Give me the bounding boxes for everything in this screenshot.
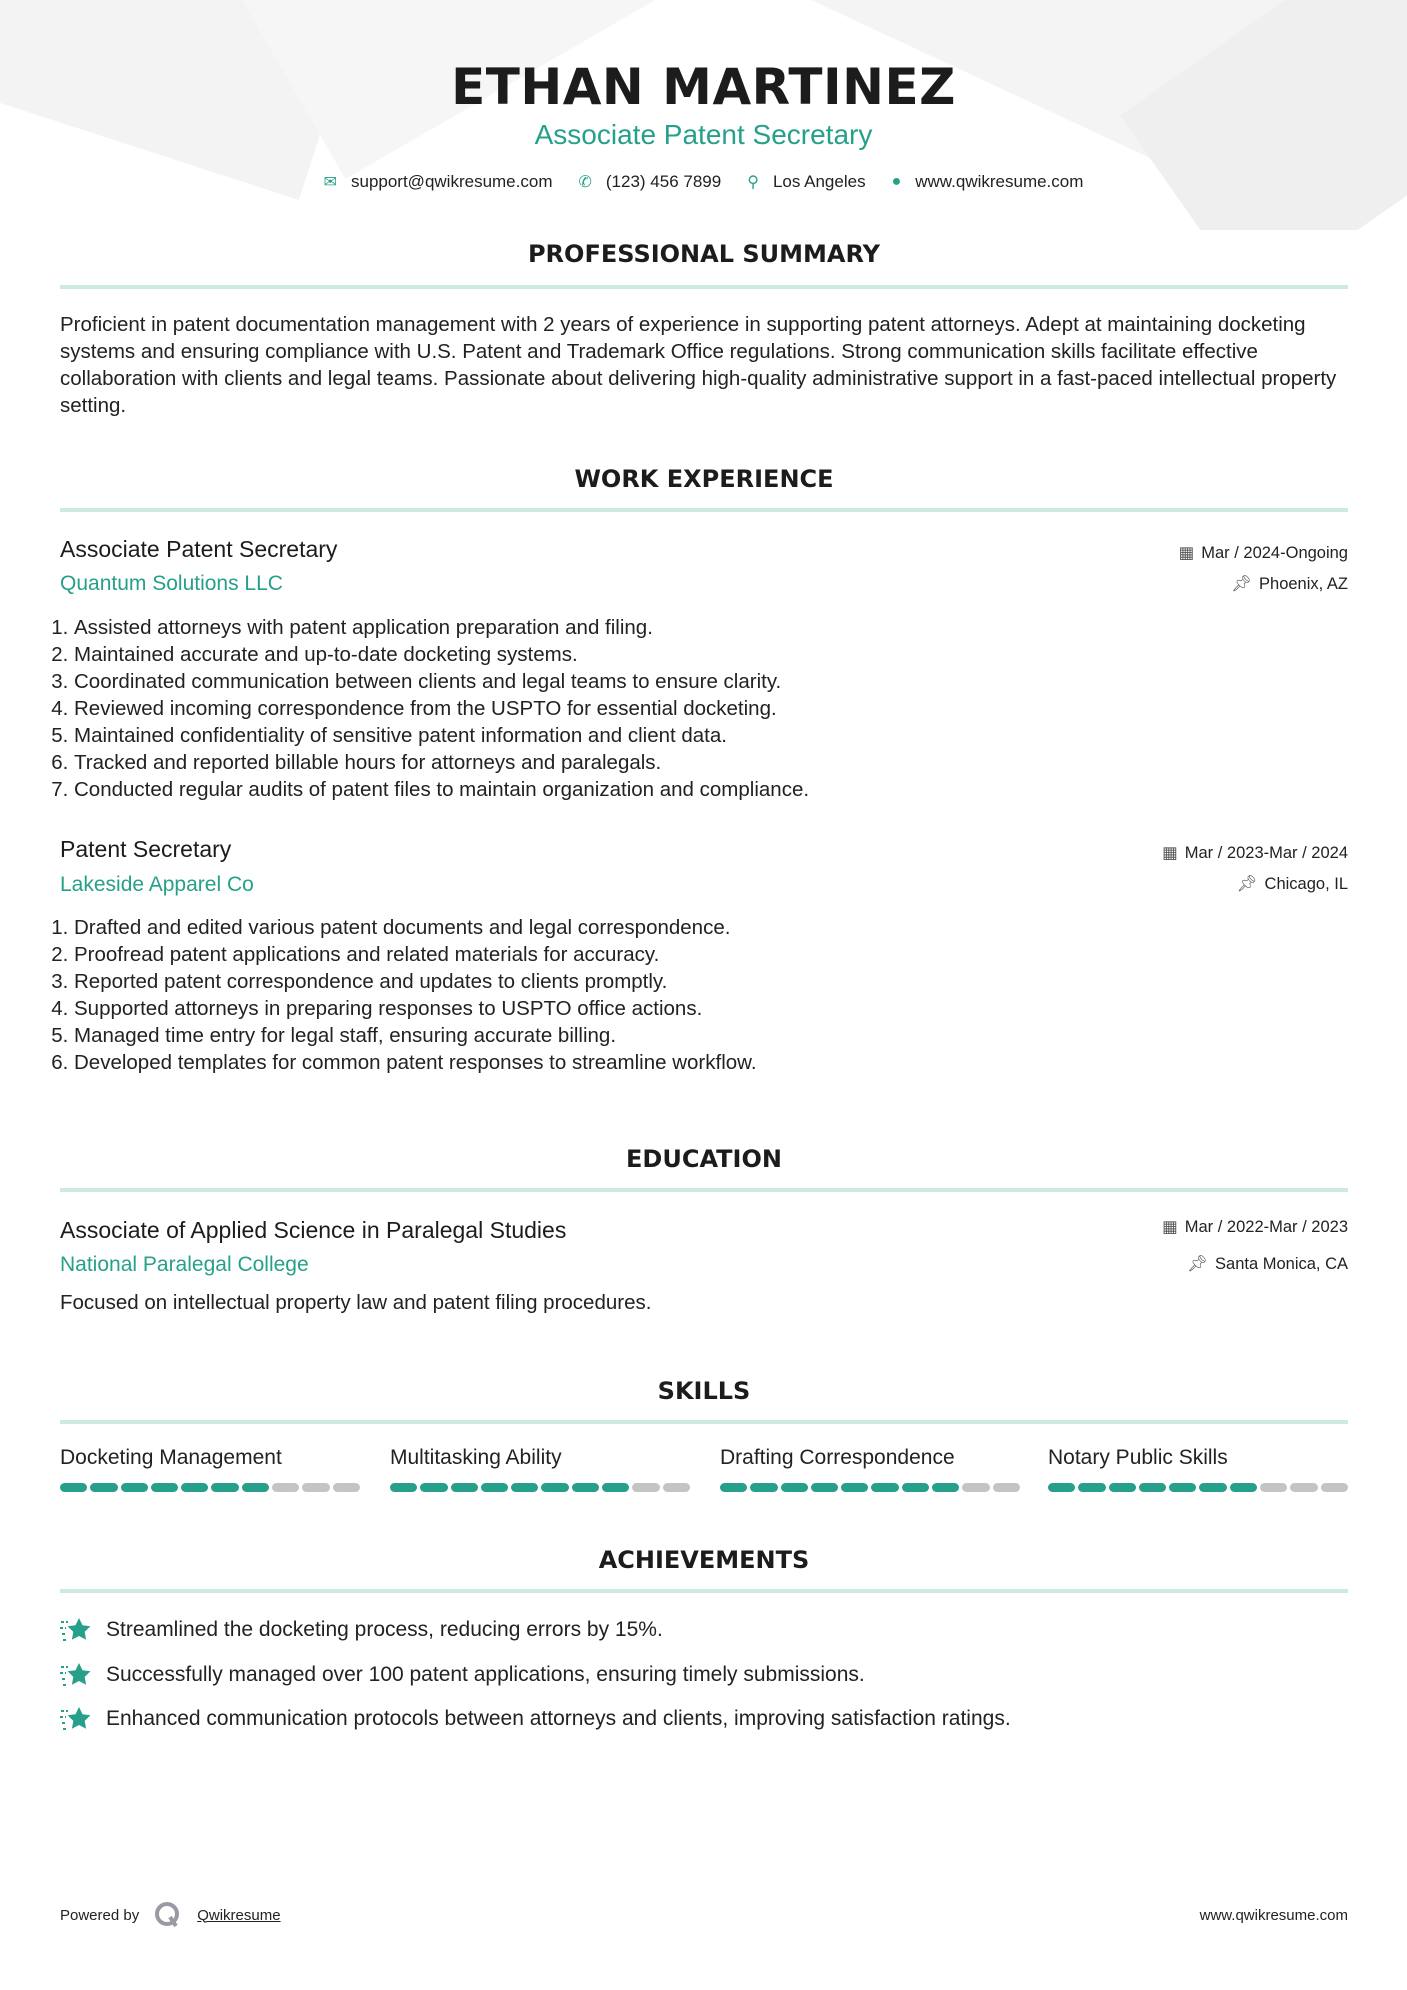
education-location [1187, 1255, 1348, 1274]
skill-segment-empty [333, 1483, 360, 1492]
star-icon [60, 1661, 92, 1689]
job-company: Quantum Solutions LLC [60, 572, 283, 595]
skill-segment-filled [750, 1483, 777, 1492]
skill-segment-filled [1109, 1483, 1136, 1492]
calendar-icon: ▦ [1178, 544, 1195, 562]
job-location-text: Phoenix, AZ [1259, 575, 1348, 593]
skill-segment-filled [151, 1483, 178, 1492]
skill-segment-filled [181, 1483, 208, 1492]
skill-segment-filled [242, 1483, 269, 1492]
skill-segment-filled [60, 1483, 87, 1492]
skills-heading: SKILLS [657, 1377, 751, 1405]
summary-heading: PROFESSIONAL SUMMARY [527, 240, 881, 268]
list-item: 2. Proofread patent applications and related materials for accuracy. [74, 941, 1274, 968]
education-heading: EDUCATION [626, 1145, 782, 1173]
brand-link[interactable]: Qwikresume [197, 1906, 281, 1924]
skill-segment-filled [90, 1483, 117, 1492]
candidate-title: Associate Patent Secretary [534, 119, 873, 150]
skill-item [390, 1446, 690, 1492]
achievement-item [60, 1705, 1011, 1733]
footer-powered [60, 1900, 281, 1930]
divider [60, 1188, 1348, 1192]
skill-level-bar [60, 1483, 360, 1492]
candidate-name: ETHAN MARTINEZ [451, 58, 956, 116]
skill-segment-filled [1199, 1483, 1226, 1492]
skill-segment-filled [811, 1483, 838, 1492]
skill-segment-empty [302, 1483, 329, 1492]
education-dates [1162, 1217, 1348, 1237]
skill-name: Docketing Management [60, 1446, 282, 1469]
skill-item [1048, 1446, 1348, 1492]
list-item: 3. Coordinated communication between clients and legal teams to ensure clarity. [74, 668, 1274, 695]
skill-segment-empty [1321, 1483, 1348, 1492]
globe-icon: ● [891, 173, 902, 190]
skill-segment-empty [1260, 1483, 1287, 1492]
footer-website[interactable]: www.qwikresume.com [1199, 1907, 1348, 1924]
skill-segment-filled [511, 1483, 538, 1492]
list-item: 2. Maintained accurate and up-to-date docketing systems. [74, 641, 1274, 668]
divider [60, 285, 1348, 289]
star-icon [60, 1616, 92, 1644]
job-dates [1179, 543, 1348, 563]
skill-segment-filled [1169, 1483, 1196, 1492]
pushpin-icon: 📌︎ [1236, 875, 1258, 893]
skill-segment-filled [1048, 1483, 1075, 1492]
skill-segment-filled [121, 1483, 148, 1492]
contact-location: Los Angeles [772, 172, 866, 191]
skill-segment-filled [211, 1483, 238, 1492]
job-location-text: Chicago, IL [1264, 875, 1348, 893]
skill-segment-empty [272, 1483, 299, 1492]
summary-text: Proficient in patent documentation management with 2 years of experience in supporting patent attorneys. Adept at maintaining docketing systems and ensuring compliance with U.S. Patent and Trademark Office regulations. Strong communication skills facilitate effective collaboration with clients and legal teams. Passionate about delivering high-quality administrative support in a fast-paced intellectual property setting. [60, 313, 1337, 417]
skill-name: Notary Public Skills [1048, 1446, 1228, 1469]
powered-by-label: Powered by [60, 1906, 140, 1924]
achievement-item [60, 1616, 663, 1644]
list-item: 7. Conducted regular audits of patent files to maintain organization and compliance. [74, 776, 1274, 803]
skill-segment-empty [993, 1483, 1020, 1492]
divider [60, 1420, 1348, 1424]
job-company: Lakeside Apparel Co [60, 873, 254, 896]
contact-bar [0, 172, 1407, 192]
school-name: National Paralegal College [60, 1253, 309, 1276]
experience-heading: WORK EXPERIENCE [574, 465, 834, 493]
job-location [1231, 575, 1348, 594]
calendar-icon: ▦ [1162, 1218, 1178, 1236]
divider [60, 1589, 1348, 1593]
list-item: 6. Developed templates for common patent responses to streamline workflow. [74, 1049, 1274, 1076]
job-dates [1162, 843, 1348, 863]
skill-level-bar [1048, 1483, 1348, 1492]
skill-segment-filled [541, 1483, 568, 1492]
skill-segment-filled [602, 1483, 629, 1492]
skill-segment-filled [390, 1483, 417, 1492]
divider [60, 508, 1348, 512]
calendar-icon: ▦ [1162, 844, 1178, 862]
skill-item [60, 1446, 360, 1492]
job-dates-text: Mar / 2023-Mar / 2024 [1184, 844, 1348, 862]
education-location-text: Santa Monica, CA [1215, 1255, 1348, 1273]
skill-item [720, 1446, 1020, 1492]
skill-segment-filled [871, 1483, 898, 1492]
skill-segment-filled [932, 1483, 959, 1492]
skill-segment-filled [720, 1483, 747, 1492]
skill-level-bar [720, 1483, 1020, 1492]
list-item: 6. Tracked and reported billable hours for attorneys and paralegals. [74, 749, 1274, 776]
skill-segment-filled [841, 1483, 868, 1492]
skill-segment-filled [481, 1483, 508, 1492]
education-dates-text: Mar / 2022-Mar / 2023 [1184, 1218, 1348, 1236]
phone-icon: ✆ [578, 174, 592, 191]
skill-name: Multitasking Ability [390, 1446, 562, 1469]
skill-segment-filled [451, 1483, 478, 1492]
list-item: 5. Maintained confidentiality of sensitive patent information and client data. [74, 722, 1274, 749]
qwikresume-logo-icon [153, 1900, 183, 1930]
degree-title: Associate of Applied Science in Paralegal Studies [60, 1217, 567, 1243]
pushpin-icon: 📌︎ [1231, 575, 1253, 593]
education-description: Focused on intellectual property law and patent filing procedures. [60, 1291, 652, 1314]
skill-segment-filled [420, 1483, 447, 1492]
skill-segment-empty [663, 1483, 690, 1492]
skill-level-bar [390, 1483, 690, 1492]
contact-phone: (123) 456 7899 [605, 172, 722, 191]
achievement-text: Streamlined the docketing process, reducing errors by 15%. [106, 1618, 663, 1641]
job-dates-text: Mar / 2024-Ongoing [1201, 544, 1348, 562]
skill-segment-filled [902, 1483, 929, 1492]
skill-segment-filled [781, 1483, 808, 1492]
contact-website[interactable]: www.qwikresume.com [915, 172, 1084, 191]
skill-name: Drafting Correspondence [720, 1446, 955, 1469]
achievement-text: Successfully managed over 100 patent applications, ensuring timely submissions. [106, 1662, 865, 1686]
skill-segment-filled [1230, 1483, 1257, 1492]
list-item: 4. Reviewed incoming correspondence from the USPTO for essential docketing. [74, 695, 1274, 722]
job-bullets [56, 614, 1274, 803]
skill-segment-filled [1139, 1483, 1166, 1492]
list-item: 3. Reported patent correspondence and updates to clients promptly. [74, 968, 1274, 995]
skill-segment-empty [632, 1483, 659, 1492]
skill-segment-filled [1078, 1483, 1105, 1492]
achievement-text: Enhanced communication protocols between attorneys and clients, improving satisfaction ratings. [106, 1707, 1011, 1730]
achievement-item [60, 1661, 865, 1689]
pushpin-icon: 📌︎ [1187, 1255, 1209, 1273]
skill-segment-empty [962, 1483, 989, 1492]
location-pin-icon: ⚲ [747, 174, 759, 191]
email-icon: ✉ [323, 174, 337, 191]
job-location [1237, 875, 1348, 894]
job-title: Associate Patent Secretary [60, 536, 338, 562]
contact-email[interactable]: support@qwikresume.com [350, 172, 553, 191]
skill-segment-empty [1290, 1483, 1317, 1492]
list-item: 1. Assisted attorneys with patent application preparation and filing. [74, 614, 1274, 641]
skill-segment-filled [572, 1483, 599, 1492]
job-bullets [56, 914, 1274, 1076]
list-item: 5. Managed time entry for legal staff, ensuring accurate billing. [74, 1022, 1274, 1049]
list-item: 1. Drafted and edited various patent documents and legal correspondence. [74, 914, 1274, 941]
job-title: Patent Secretary [60, 836, 232, 862]
achievements-heading: ACHIEVEMENTS [598, 1546, 810, 1574]
star-icon [60, 1705, 92, 1733]
list-item: 4. Supported attorneys in preparing responses to USPTO office actions. [74, 995, 1274, 1022]
